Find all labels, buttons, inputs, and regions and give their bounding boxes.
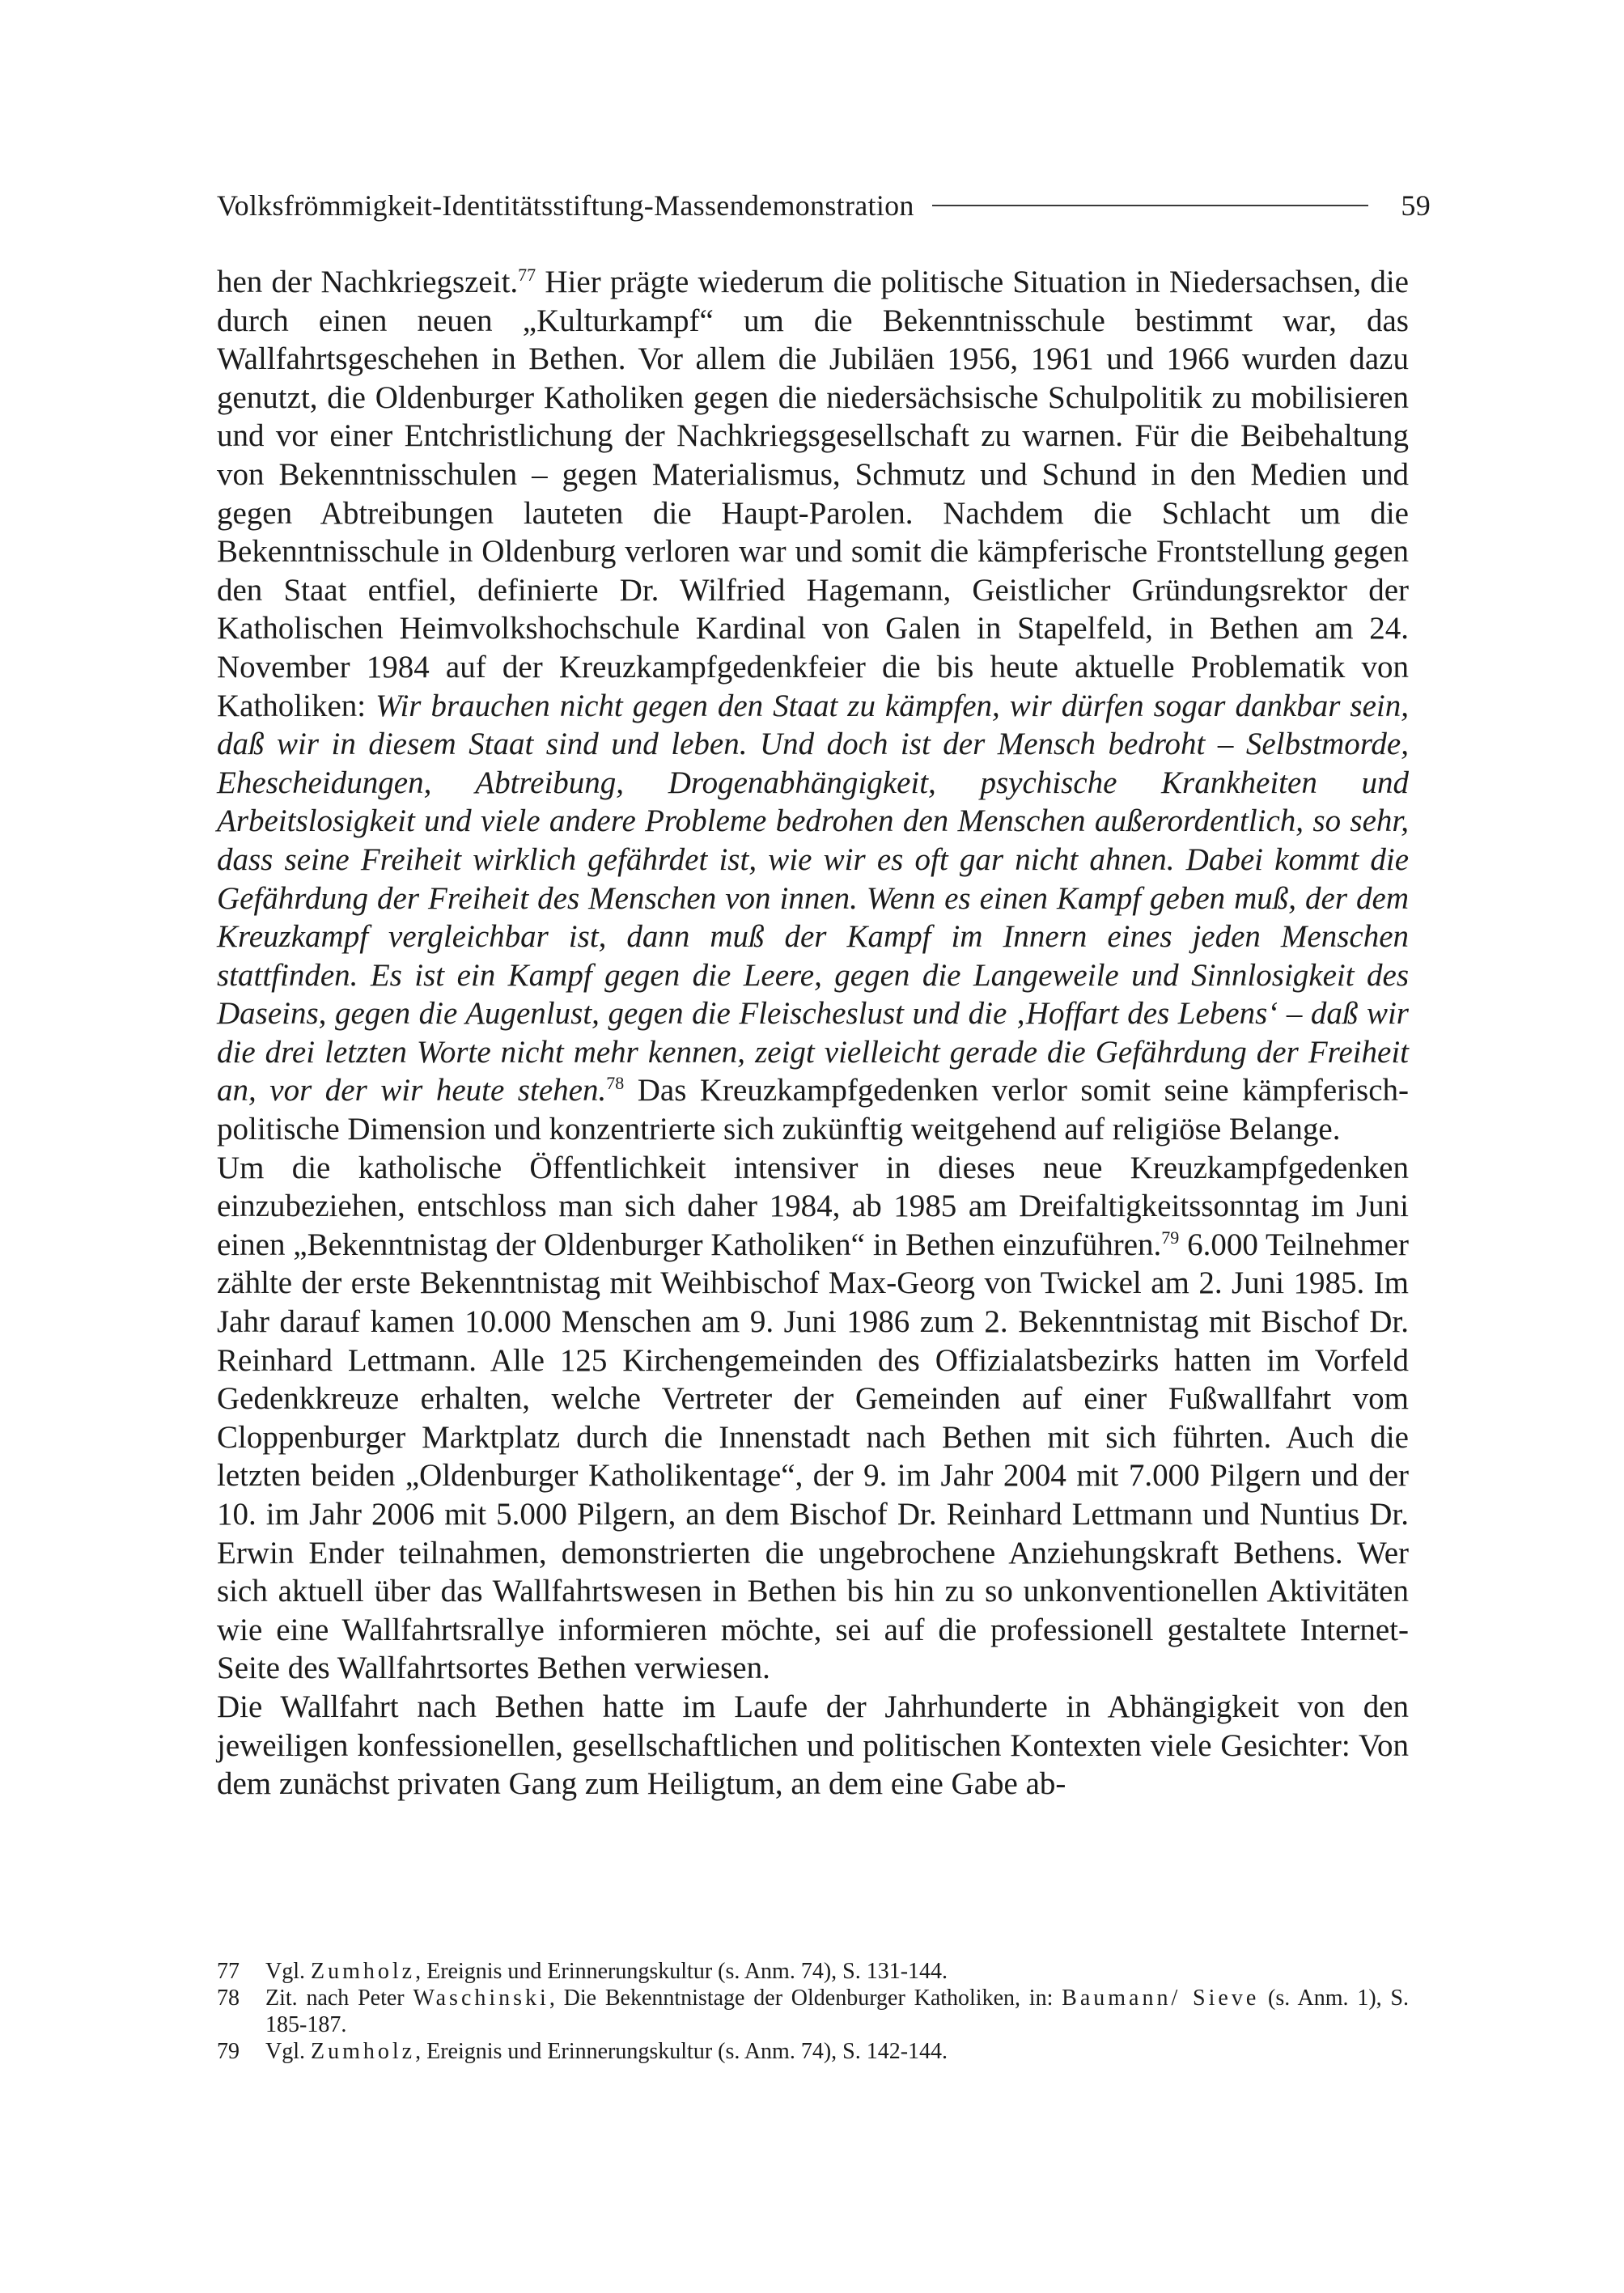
text-run: Um die katholische Öffentlichkeit intensiver in dieses neue Kreuzkampfgedenken einzubeziehen, entschloss man sich daher 1984, ab 1985 am Dreifaltigkeitssonntag im Juni einen „Bekenntnistag der Oldenburger Katholiken“ in Bethen einzuführen. <box>217 1150 1409 1262</box>
footnote-ref-79: 79 <box>1161 1227 1180 1248</box>
footnote-run: (s. Anm. 1), S. 185-187. <box>265 1986 1410 2037</box>
header-rule <box>932 205 1369 206</box>
quotation: Wir brauchen nicht gegen den Staat zu kämpfen, wir dürfen sogar dankbar sein, daß wir in diesem Staat sind und leben. Und doch ist der Mensch bedroht – Selbstmorde, Ehescheidungen, Abtreibung, Drogenabhängigkeit, psychische Krankheiten und Arbeitslosigkeit und viele andere Probleme bedrohen den Menschen außerordentlich, so sehr, dass seine Freiheit wirklich gefährdet ist, wie wir es oft gar nicht ahnen. Dabei kommt die Gefährdung der Freiheit des Menschen von innen. Wenn es einen Kampf geben muß, der dem Kreuzkampf vergleichbar ist, dann muß der Kampf im Innern eines jeden Menschen stattfinden. Es ist ein Kampf gegen die Leere, gegen die Langeweile und Sinnlosigkeit des Daseins, gegen die Augenlust, gegen die Fleischeslust und die ‚Hoffart des Lebens‘ – daß wir die drei letzten Worte nicht mehr kennen, zeigt vielleicht gerade die Gefährdung der Freiheit an, vor der wir heute stehen. <box>217 688 1409 1108</box>
footnote-number: 77 <box>217 1959 240 1984</box>
text-run: 6.000 Teilnehmer zählte der erste Bekenntnistag mit Weihbischof Max-Georg von Twickel am 2. Juni 1985. Im Jahr darauf kamen 10.000 Menschen am 9. Juni 1986 zum 2. Bekenntnistag mit Bischof Dr. Reinhard Lettmann. Alle 125 Kirchengemeinden des Offizialatsbezirks hatten im Vorfeld Gedenkkreuze erhalten, welche Vertreter der Gemeinden auf einer Fußwallfahrt vom Cloppenburger Marktplatz durch die Innenstadt nach Bethen mit sich führten. Auch die letzten beiden „Oldenburger Katholikentage“, der 9. im Jahr 2004 mit 7.000 Pilgern und der 10. im Jahr 2006 mit 5.000 Pilgern, an dem Bischof Dr. Reinhard Lettmann und Nuntius Dr. Erwin Ender teilnahmen, demonstrierten die ungebrochene Anziehungskraft Bethens. Wer sich aktuell über das Wallfahrtswesen in Bethen bis hin zu so unkonventionellen Aktivitäten wie eine Wallfahrtsrallye informieren möchte, sei auf die professionell gestaltete Internet-Seite des Wallfahrtsortes Bethen verwiesen. <box>217 1227 1409 1686</box>
footnotes <box>217 1958 1409 2065</box>
paragraph-3 <box>217 1688 1409 1803</box>
text-run: Hier prägte wiederum die politische Situation in Niedersachsen, die durch einen neuen „Kulturkampf“ um die Bekenntnisschule bestimmt war, das Wallfahrtsgeschehen in Bethen. Vor allem die Jubiläen 1956, 1961 und 1966 wurden dazu genutzt, die Oldenburger Katholiken gegen die niedersächsische Schulpolitik zu mobilisieren und vor einer Entchristlichung der Nachkriegsgesellschaft zu warnen. Für die Beibehaltung von Bekenntnisschulen – gegen Materialismus, Schmutz und Schund in den Medien und gegen Abtreibungen lauteten die Haupt-Parolen. Nachdem die Schlacht um die Bekenntnisschule in Oldenburg verloren war und somit die kämpferische Frontstellung gegen den Staat entfiel, definierte Dr. Wilfried Hagemann, Geistlicher Gründungsrektor der Katholischen Heimvolkshochschule Kardinal von Galen in Stapelfeld, in Bethen am 24. November 1984 auf der Kreuzkampfgedenkfeier die bis heute aktuelle Problematik von Katholiken: <box>217 265 1409 723</box>
footnote-ref-78: 78 <box>606 1073 625 1094</box>
footnote-text <box>265 1958 1409 1985</box>
paragraph-2 <box>217 1149 1409 1688</box>
text-run: hen der Nachkriegszeit. <box>217 265 519 299</box>
footnote-number: 79 <box>217 2039 240 2064</box>
footnote-number: 78 <box>217 1986 240 2011</box>
footnote-author: Zumholz <box>311 1959 416 1984</box>
footnote-run: , Ereignis und Erinnerungskultur (s. Anm. 74), S. 142-144. <box>415 2039 948 2064</box>
footnote-run: , Die Bekenntnistage der Oldenburger Katholiken, in: <box>549 1986 1062 2011</box>
footnote-run: Vgl. <box>265 2039 311 2064</box>
text-run: Das Kreuzkampfgedenken verlor somit seine kämpferisch-politische Dimension und konzentrierte sich zukünftig weitgehend auf religiöse Belange. <box>217 1073 1409 1147</box>
footnote-79 <box>217 2038 1409 2065</box>
footnote-text <box>265 1985 1409 2038</box>
text-run: Die Wallfahrt nach Bethen hatte im Laufe der Jahrhunderte in Abhängigkeit von den jeweiligen konfessionellen, gesellschaftlichen und politischen Kontexten viele Gesichter: Von dem zunächst privaten Gang zum Heiligtum, an dem eine Gabe ab- <box>217 1689 1409 1802</box>
body-text <box>217 263 1409 1803</box>
footnote-author: Baumann/ Sieve <box>1062 1986 1260 2011</box>
footnote-author: Zumholz <box>311 2039 416 2064</box>
page-number: 59 <box>1401 189 1431 222</box>
footnote-78 <box>217 1985 1409 2038</box>
footnote-run: , Ereignis und Erinnerungskultur (s. Anm. 74), S. 131-144. <box>415 1959 948 1984</box>
footnote-author: Waschinski <box>413 1986 549 2011</box>
running-header <box>217 181 1431 230</box>
footnote-run: Vgl. <box>265 1959 311 1984</box>
footnote-run: Zit. nach Peter <box>265 1986 413 2011</box>
footnote-text <box>265 2038 1409 2065</box>
paragraph-1 <box>217 263 1409 1149</box>
header-title: Volksfrömmigkeit-Identitätsstiftung-Massendemonstration <box>217 189 914 222</box>
footnote-ref-77: 77 <box>518 265 536 285</box>
footnote-77 <box>217 1958 1409 1985</box>
